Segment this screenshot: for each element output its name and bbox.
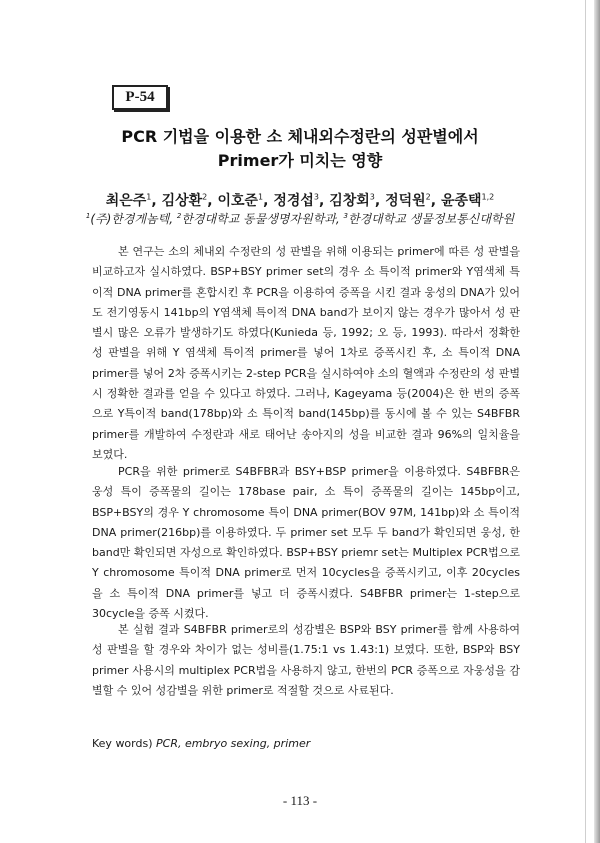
author-sup: 1 [258, 192, 264, 202]
keywords-label: Key words) [92, 737, 153, 750]
affiliation-text: (주)한경게놈텍 [90, 212, 170, 226]
body-paragraph-1: 본 연구는 소의 체내외 수정란의 성 판별을 위해 이용되는 primer에 따른 성 판별을 비교하고자 실시하였다. BSP+BSY primer set의 경우 소 특이적 primer와 Y염색체 특이적 DNA primer를 혼합시킨 후 PCR을 이용하여 증폭을 시킨 결과 웅성의 DNA가 있어도 전기영동시 141bp의 Y염색체 특이적 DNA band가 보이지 않는 경우가 많아서 성 판별시 많은 오류가 발생하기도 하였다(Kunieda 등, 1992; 오 등, 1993). 따라서 정확한 성 판별을 위해 Y 염색체 특이적 primer를 넣어 1차로 증폭시킨 후, 소 특이적 DNA primer를 넣어 2차 증폭시키는 2-step PCR을 실시하여야 소의 혈액과 수정란의 성 판별시 정확한 결과를 얻을 수 있다고 하였다. 그러나, Kageyama 등(2004)은 한 번의 증폭으로 Y특이적 band(178bp)와 소 특이적 band(145bp)를 동시에 볼 수 있는 S4BFBR primer를 개발하여 수정란과 새로 태어난 송아지의 성을 비교한 결과 96%의 일치율을 보였다. [92, 245, 520, 461]
abstract-code-box [112, 85, 168, 110]
affiliation-sup: 1 [85, 212, 91, 220]
author-list: 최은주$^1$, 김상환$^2$, 이호준$^1$, 정경섭$^3$, 김창회$^3$, 정덕원$^2$, 윤종택$^{1,2}$ [105, 192, 495, 209]
author-sup: 1,2 [481, 192, 495, 202]
author-name: 이호준 [217, 193, 259, 209]
title-line-2: Primer가 미치는 영향 [217, 151, 383, 170]
affiliation-list: $^1$(주)한경게놈텍, $^2$한경대학교 동물생명자원학과, $^3$한경대학교 생물정보통신대학원 [85, 212, 515, 226]
affiliation-sup: 3 [343, 212, 348, 220]
author-name: 정덕원 [385, 193, 426, 209]
author-name: 김상환 [161, 193, 203, 209]
author-sup: 2 [202, 192, 208, 202]
title-line-1: PCR 기법을 이용한 소 체내외수정란의 성판별에서 [121, 127, 479, 146]
body-paragraph-3: 본 실험 결과 S4BFBR primer로의 성감별은 BSP와 BSY primer를 함께 사용하여 성 판별을 할 경우와 차이가 없는 성비를(1.75:1 vs 1.43:1) 보였다. 또한, BSP와 BSY primer 사용시의 multiplex PCR법을 사용하지 않고, 한번의 PCR 증폭으로 자웅성을 감별할 수 있어 성감별을 위한 primer로 적절할 것으로 사료된다. [92, 623, 520, 697]
page-number: - 113 - [282, 793, 318, 808]
author-sup: 1 [146, 192, 152, 202]
author-sup: 3 [369, 192, 375, 202]
affiliation-text: 한경대학교 생물정보통신대학원 [348, 212, 515, 226]
affiliation-sup: 2 [176, 212, 182, 220]
author-name: 윤종택 [440, 193, 482, 209]
author-sup: 2 [425, 192, 431, 202]
author-sup: 3 [313, 192, 320, 202]
author-name: 최은주 [105, 193, 147, 209]
body-paragraph-2: PCR을 위한 primer로 S4BFBR과 BSY+BSP primer을 이용하였다. S4BFBR은 웅성 특이 증폭물의 길이는 178base pair, 소 특이 증폭물의 길이는 145bp이고, BSP+BSY의 경우 Y chromosome 특이 DNA primer(BOV 97M, 141bp)와 소 특이적 DNA primer(216bp)를 이용하였다. 두 primer set 모두 두 band가 확인되면 웅성, 한 band만 확인되면 자성으로 확인하였다. BSP+BSY priemr set는 Multiplex PCR법으로 Y chromosome 특이적 DNA primer로 먼저 10cycles을 증폭시키고, 이후 20cycles을 소 특이적 DNA primer를 넣고 더 증폭시켰다. S4BFBR primer는 1-step으로 30cycle을 증폭 시켰다. [92, 465, 520, 621]
abstract-code: P-54 [125, 89, 155, 105]
author-name: 정경섭 [273, 193, 314, 209]
affiliation-text: 한경대학교 동물생명자원학과 [181, 212, 336, 226]
author-name: 김창회 [329, 193, 370, 209]
keywords-line [92, 737, 310, 750]
keywords-terms: PCR, embryo sexing, primer [156, 737, 311, 750]
